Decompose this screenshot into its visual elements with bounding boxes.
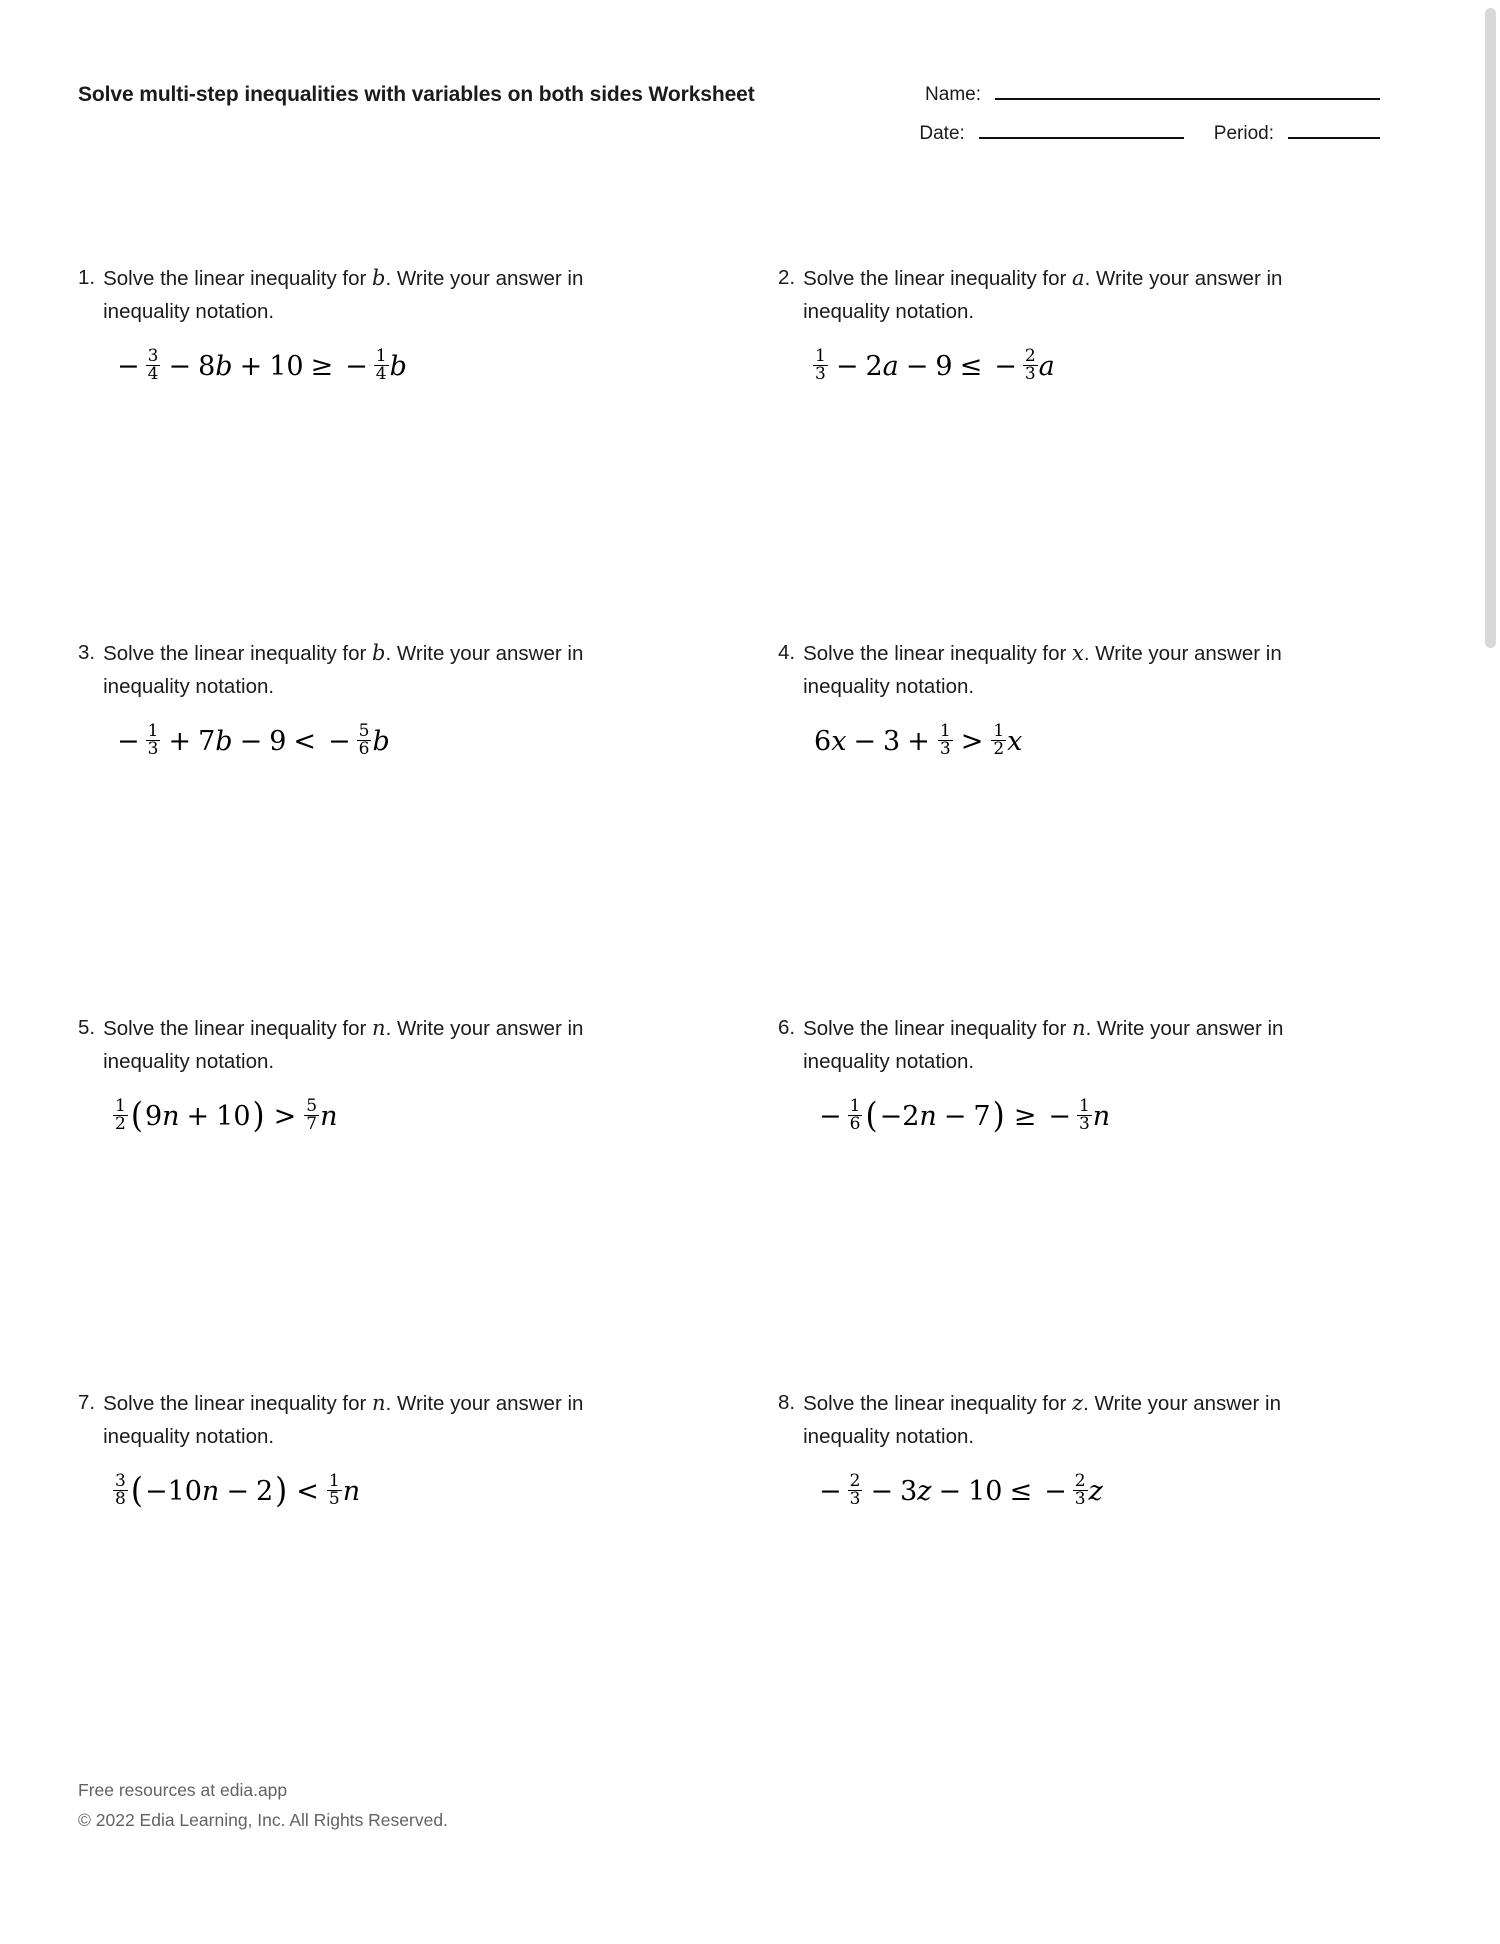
scrollbar-thumb[interactable] <box>1485 8 1496 648</box>
prompt-after-text: . Write your answer in inequality notation. <box>103 1392 584 1448</box>
prompt-before-text: Solve the linear inequality for <box>803 1017 1073 1040</box>
prompt-variable: z <box>1072 1391 1084 1415</box>
name-field-row <box>910 84 1380 106</box>
eq-close-paren: ) <box>275 1471 288 1512</box>
fraction-denominator: 6 <box>358 739 370 760</box>
eq-fraction <box>357 720 372 760</box>
eq-sign: − <box>1044 1476 1067 1508</box>
prompt-before-text: Solve the linear inequality for <box>103 1017 373 1040</box>
eq-fraction <box>938 720 953 760</box>
fraction-numerator: 1 <box>375 345 387 366</box>
eq-close-paren: ) <box>992 1096 1005 1137</box>
eq-close-paren: ) <box>252 1096 265 1137</box>
problem-instruction <box>803 637 1323 704</box>
eq-fraction <box>991 720 1006 760</box>
problem-6 <box>778 1012 1378 1387</box>
prompt-after-text: . Write your answer in inequality notation. <box>103 267 584 323</box>
eq-term: 10 <box>167 1476 202 1508</box>
eq-term: 8 <box>198 351 216 383</box>
fraction-denominator: 4 <box>375 364 387 385</box>
eq-operator: + <box>907 726 930 758</box>
eq-relation: > <box>960 726 984 758</box>
prompt-after-text: . Write your answer in inequality notation. <box>103 1017 584 1073</box>
problem-4 <box>778 637 1378 1012</box>
problem-7 <box>78 1387 778 1762</box>
eq-term: 9 <box>269 726 287 758</box>
problem-2 <box>778 262 1378 637</box>
page-title: Solve multi-step inequalities with variables on both sides Worksheet <box>78 83 755 106</box>
eq-fraction <box>327 1470 342 1510</box>
eq-operator: − <box>168 351 192 383</box>
eq-variable: n <box>201 1476 220 1508</box>
eq-term: 2 <box>255 1476 274 1508</box>
problem-equation <box>814 720 1378 760</box>
eq-variable: a <box>1038 351 1055 383</box>
prompt-after-text: . Write your answer in inequality notation. <box>803 1392 1281 1448</box>
prompt-variable: n <box>372 1391 386 1415</box>
problem-prompt <box>778 1387 1323 1454</box>
fraction-denominator: 8 <box>115 1489 126 1510</box>
problem-number: 2. <box>778 266 796 289</box>
eq-fraction <box>113 1095 128 1135</box>
date-label: Date: <box>919 123 965 144</box>
fraction-denominator: 3 <box>815 364 826 385</box>
problem-prompt <box>78 1387 623 1454</box>
eq-term: 2 <box>865 351 883 383</box>
problem-prompt <box>778 262 1323 329</box>
eq-operator: − <box>943 1101 967 1133</box>
problem-number: 6. <box>778 1016 796 1039</box>
prompt-before-text: Solve the linear inequality for <box>103 267 373 290</box>
eq-fraction <box>374 345 389 385</box>
fraction-denominator: 3 <box>1024 364 1036 385</box>
eq-fraction <box>146 720 161 760</box>
prompt-before-text: Solve the linear inequality for <box>103 1392 373 1415</box>
problem-instruction <box>803 262 1323 329</box>
prompt-variable: n <box>1072 1016 1086 1040</box>
fraction-numerator: 5 <box>358 720 370 741</box>
prompt-before-text: Solve the linear inequality for <box>803 642 1073 665</box>
eq-variable: n <box>1092 1101 1111 1133</box>
eq-operator: + <box>186 1101 210 1133</box>
eq-sign: − <box>994 351 1017 383</box>
date-input-line[interactable] <box>979 137 1184 139</box>
eq-term: 10 <box>968 1476 1003 1508</box>
fraction-numerator: 5 <box>306 1095 318 1116</box>
eq-operator: − <box>226 1476 249 1508</box>
eq-operator: − <box>853 726 877 758</box>
eq-open-paren: ( <box>865 1096 878 1137</box>
prompt-variable: n <box>372 1016 386 1040</box>
problem-prompt <box>778 1012 1323 1079</box>
fraction-numerator: 1 <box>1078 1095 1090 1116</box>
fraction-denominator: 2 <box>115 1114 126 1135</box>
eq-relation: ≤ <box>1009 1476 1033 1508</box>
eq-operator: − <box>870 1476 894 1508</box>
fraction-denominator: 3 <box>147 739 159 760</box>
fraction-denominator: 7 <box>306 1114 318 1135</box>
eq-variable: z <box>1088 1476 1103 1508</box>
problem-prompt <box>78 637 623 704</box>
eq-sign: − <box>328 726 351 758</box>
eq-relation: ≤ <box>959 351 983 383</box>
fraction-numerator: 2 <box>1074 1470 1086 1491</box>
problem-equation <box>814 1470 1378 1510</box>
fraction-denominator: 5 <box>328 1489 340 1510</box>
eq-sign: − <box>345 351 368 383</box>
eq-fraction <box>848 1095 863 1135</box>
problem-5 <box>78 1012 778 1387</box>
fraction-numerator: 1 <box>993 720 1005 741</box>
prompt-before-text: Solve the linear inequality for <box>103 642 373 665</box>
problem-instruction <box>103 262 623 329</box>
fraction-numerator: 1 <box>815 345 826 366</box>
date-period-field-row <box>910 123 1380 145</box>
eq-term: 3 <box>883 726 901 758</box>
eq-variable: n <box>919 1101 937 1133</box>
prompt-after-text: . Write your answer in inequality notation. <box>803 267 1283 323</box>
prompt-after-text: . Write your answer in inequality notation. <box>803 642 1282 698</box>
eq-variable: n <box>320 1101 338 1133</box>
fraction-numerator: 1 <box>147 720 159 741</box>
problem-prompt <box>778 637 1323 704</box>
problem-instruction <box>103 1012 623 1079</box>
fraction-numerator: 3 <box>115 1470 126 1491</box>
prompt-variable: a <box>1072 266 1085 290</box>
problem-instruction <box>103 637 623 704</box>
fraction-numerator: 1 <box>939 720 951 741</box>
scrollbar-track[interactable] <box>1482 0 1500 1944</box>
eq-sign: − <box>879 1101 903 1133</box>
eq-term: 7 <box>198 726 216 758</box>
eq-term: 10 <box>269 351 304 383</box>
eq-operator: + <box>168 726 192 758</box>
prompt-after-text: . Write your answer in inequality notation. <box>103 642 584 698</box>
eq-variable: x <box>831 726 847 758</box>
fraction-denominator: 3 <box>1074 1489 1086 1510</box>
problem-number: 8. <box>778 1391 796 1414</box>
eq-term: 6 <box>814 726 832 758</box>
eq-open-paren: ( <box>130 1471 143 1512</box>
eq-relation: ≥ <box>310 351 334 383</box>
name-input-line[interactable] <box>995 98 1380 100</box>
fraction-denominator: 3 <box>1078 1114 1090 1135</box>
name-label: Name: <box>925 84 981 105</box>
eq-fraction <box>848 1470 863 1510</box>
period-label: Period: <box>1213 123 1274 144</box>
eq-variable: z <box>917 1476 932 1508</box>
prompt-before-text: Solve the linear inequality for <box>803 267 1073 290</box>
eq-variable: b <box>389 351 407 383</box>
eq-variable: b <box>215 726 233 758</box>
eq-relation: < <box>296 1476 319 1508</box>
problem-equation <box>812 345 1378 385</box>
eq-operator: − <box>239 726 263 758</box>
worksheet-header <box>78 78 1380 145</box>
eq-sign: − <box>819 1476 842 1508</box>
eq-fraction <box>146 345 161 385</box>
eq-term: 10 <box>216 1101 251 1133</box>
period-input-line[interactable] <box>1288 137 1380 139</box>
problem-number: 4. <box>778 641 796 664</box>
fraction-numerator: 1 <box>849 1095 861 1116</box>
fraction-numerator: 1 <box>115 1095 126 1116</box>
eq-fraction <box>113 1470 128 1510</box>
fraction-denominator: 2 <box>993 739 1005 760</box>
problem-instruction <box>803 1012 1323 1079</box>
student-info-block <box>910 84 1380 145</box>
problem-number: 1. <box>78 266 96 289</box>
problem-equation <box>112 345 778 385</box>
eq-relation: ≥ <box>1013 1101 1037 1133</box>
eq-operator: + <box>239 351 263 383</box>
fraction-numerator: 3 <box>147 345 159 366</box>
problem-3 <box>78 637 778 1012</box>
problem-instruction <box>103 1387 623 1454</box>
problem-prompt <box>78 1012 623 1079</box>
eq-variable: b <box>215 351 233 383</box>
fraction-numerator: 2 <box>1024 345 1036 366</box>
fraction-numerator: 2 <box>849 1470 861 1491</box>
page-footer <box>78 1775 448 1836</box>
problems-grid <box>78 262 1378 1762</box>
eq-operator: − <box>938 1476 962 1508</box>
eq-fraction <box>813 345 828 385</box>
fraction-numerator: 1 <box>328 1470 340 1491</box>
problem-equation <box>814 1095 1378 1137</box>
eq-sign: − <box>1048 1101 1071 1133</box>
prompt-variable: x <box>1072 641 1084 665</box>
fraction-denominator: 4 <box>147 364 159 385</box>
eq-term: 9 <box>935 351 953 383</box>
eq-variable: a <box>882 351 899 383</box>
eq-term: 3 <box>900 1476 918 1508</box>
eq-relation: < <box>293 726 316 758</box>
problem-1 <box>78 262 778 637</box>
eq-variable: n <box>342 1476 361 1508</box>
footer-copyright-line: © 2022 Edia Learning, Inc. All Rights Reserved. <box>78 1810 448 1831</box>
problem-number: 3. <box>78 641 96 664</box>
eq-fraction <box>1077 1095 1092 1135</box>
eq-variable: b <box>372 726 390 758</box>
eq-term: 9 <box>144 1101 163 1133</box>
eq-sign: − <box>819 1101 842 1133</box>
eq-open-paren: ( <box>130 1096 143 1137</box>
eq-fraction <box>1073 1470 1088 1510</box>
problem-8 <box>778 1387 1378 1762</box>
eq-variable: x <box>1007 726 1023 758</box>
eq-term: 7 <box>973 1101 991 1133</box>
eq-fraction <box>1023 345 1038 385</box>
eq-variable: n <box>162 1101 180 1133</box>
eq-sign: − <box>144 1476 168 1508</box>
eq-sign: − <box>117 726 140 758</box>
problem-prompt <box>78 262 623 329</box>
problem-equation <box>112 1095 778 1137</box>
footer-resources-line: Free resources at edia.app <box>78 1779 288 1800</box>
eq-operator: − <box>905 351 929 383</box>
fraction-denominator: 3 <box>849 1489 861 1510</box>
fraction-denominator: 6 <box>849 1114 861 1135</box>
problem-number: 7. <box>78 1391 96 1414</box>
fraction-denominator: 3 <box>939 739 951 760</box>
eq-operator: − <box>835 351 859 383</box>
eq-term: 2 <box>902 1101 920 1133</box>
eq-relation: > <box>273 1101 297 1133</box>
problem-instruction <box>803 1387 1323 1454</box>
prompt-variable: b <box>372 266 386 290</box>
prompt-after-text: . Write your answer in inequality notation. <box>803 1017 1284 1073</box>
prompt-variable: b <box>372 641 386 665</box>
eq-sign: − <box>117 351 140 383</box>
problem-equation <box>112 1470 778 1512</box>
prompt-before-text: Solve the linear inequality for <box>803 1392 1073 1415</box>
eq-fraction <box>304 1095 319 1135</box>
problem-equation <box>112 720 778 760</box>
problem-number: 5. <box>78 1016 96 1039</box>
